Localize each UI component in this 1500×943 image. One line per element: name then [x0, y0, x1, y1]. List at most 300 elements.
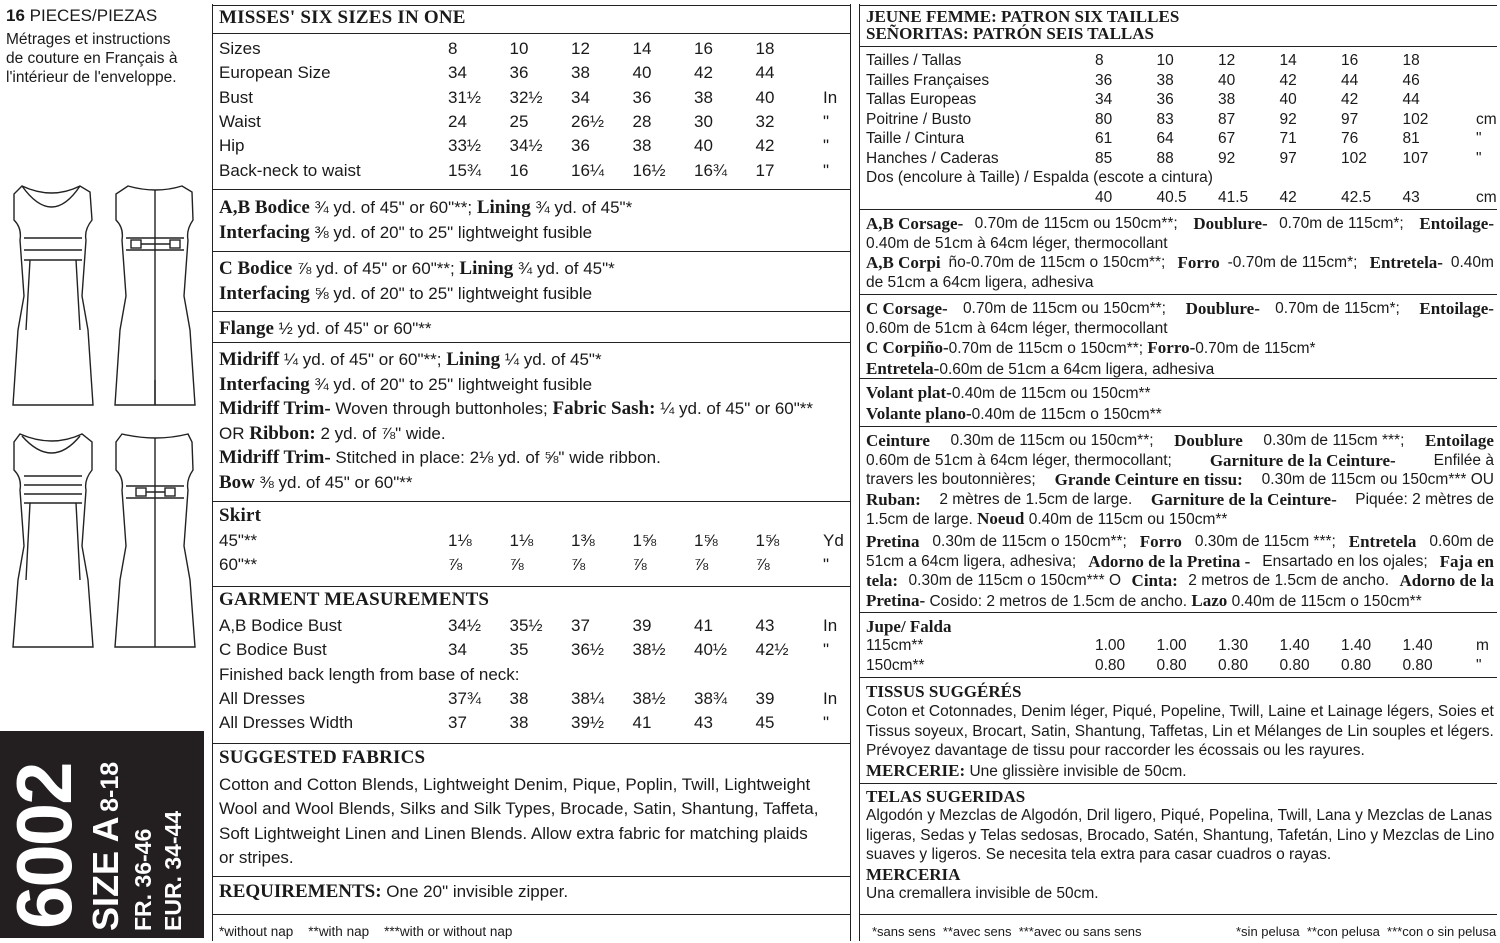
bold-label: Pretina-: [866, 590, 926, 610]
unit-label: ": [823, 713, 830, 733]
ab-bodice-requirements: [219, 195, 632, 245]
size-value: 0.80: [1095, 656, 1126, 674]
pattern-number: 6002: [0, 763, 88, 929]
tissus-line: Coton et Cotonnades, Denim léger, Piqué, Popeline, Twill, Laine et Lainage légers, Soies et: [866, 703, 1494, 720]
jupe-heading: Jupe/ Falda: [866, 617, 952, 636]
text-run: 2 mètres de 1.5cm de large.: [935, 490, 1137, 508]
tissus-title: TISSUS SUGGÉRÉS: [866, 682, 1022, 701]
fabrics-line: Cotton and Cotton Blends, Lightweight Denim, Pique, Poplin, Twill, Lightweight: [219, 775, 811, 794]
size-value: 26½: [571, 111, 605, 131]
c-interfacing-text: ⅝ yd. of 20" to 25" lightweight fusible: [309, 284, 593, 303]
text-run: 0.30m de 115cm ***;: [1259, 432, 1409, 449]
bow-text: ⅜ yd. of 45" or 60"**: [254, 472, 413, 492]
row-label: Taille / Cintura: [866, 130, 965, 148]
text-line: [866, 404, 1494, 425]
row-label: 115cm**: [866, 637, 924, 654]
tissus-text: [866, 702, 1494, 781]
ab-corsage-block: [866, 214, 1494, 253]
size-value: 40: [632, 63, 652, 83]
size-value: 36: [509, 63, 529, 83]
left-column-divider: [212, 4, 213, 941]
text-run: 0.70m de 115cm*;: [1279, 215, 1409, 232]
size-value: 40: [694, 136, 713, 156]
size-value: 1⅝: [632, 531, 657, 550]
size-value: 85: [1095, 150, 1113, 167]
size-value: 61: [1095, 130, 1113, 148]
row-label: All Dresses: [219, 689, 305, 708]
text-line: [866, 214, 1494, 234]
middle-column-divider-1: [850, 4, 851, 941]
text-run: 0.40m de 115cm o 150cm**: [1227, 592, 1422, 610]
bold-label: Entretela: [1348, 532, 1417, 551]
midriff-trim-stitched-name: Midriff Trim-: [219, 447, 331, 468]
text-line: [866, 451, 1494, 471]
text-run: 0.30m de 115cm o 150cm**;: [928, 533, 1132, 550]
midriff-requirements: [219, 348, 813, 495]
size-value: 35: [509, 640, 529, 660]
bold-label: Ceinture: [866, 431, 930, 450]
c-corpino-block: [866, 338, 1494, 379]
midriff-name: Midriff: [219, 349, 280, 370]
size-value: 0.80: [1156, 656, 1187, 674]
text-run: 0.40m de 51cm à 64cm léger, thermocollant: [866, 234, 1168, 252]
garment-measurements-title: GARMENT MEASUREMENTS: [219, 589, 490, 610]
size-value: 42: [1279, 71, 1297, 89]
bold-label: C Corpiño-: [866, 338, 949, 357]
size-value: 31½: [448, 87, 482, 107]
text-run: 0.30m de 115cm ou 150cm**;: [946, 432, 1158, 449]
size-value: 16¾: [694, 160, 728, 180]
fabrics-line: Soft Lightweight Linen and Linen Blends. Allow extra fabric for matching plaids: [219, 823, 808, 843]
ab-bodice-name: A,B Bodice: [219, 197, 310, 218]
row-label: 150cm**: [866, 656, 925, 674]
french-footnote: *sans sens **avec sens ***avec ou sans sens: [872, 924, 1142, 939]
row-label: Tailles / Tallas: [866, 52, 962, 69]
size-value: 8: [1095, 52, 1104, 69]
flange-requirements: [219, 316, 432, 341]
text-run: 51cm a 64cm ligera, adhesiva;: [866, 552, 1081, 570]
unit-label: ": [823, 136, 830, 156]
size-value: 16: [509, 160, 529, 180]
size-value: 39: [755, 689, 775, 708]
bold-label: Volant plat-: [866, 383, 952, 402]
size-value: 38½: [632, 689, 666, 708]
text-run: 0.70m de 115cm o 150cm**;: [948, 340, 1148, 357]
ribbon-text: 2 yd. of ⅞" wide.: [315, 423, 446, 443]
text-run: 0.40m de 115cm ou 150cm**: [951, 385, 1151, 402]
midriff-interfacing-text: ¾ yd. of 20" to 25" lightweight fusible: [309, 374, 593, 394]
ab-bodice-text: ¾ yd. of 45" or 60"**;: [309, 198, 477, 217]
size-value: 16½: [632, 160, 666, 180]
or-text: OR: [219, 423, 250, 443]
text-line: [866, 470, 1494, 490]
size-value: 46: [1402, 71, 1420, 89]
pretina-block: [866, 532, 1494, 611]
midriff-text: ¼ yd. of 45" or 60"**;: [279, 350, 447, 369]
c-bodice-name: C Bodice: [219, 258, 293, 279]
size-value: 92: [1218, 150, 1236, 167]
unit-label: In: [823, 87, 838, 107]
text-line: [866, 234, 1494, 254]
row-label: C Bodice Bust: [219, 640, 327, 660]
size-value: 41: [632, 713, 652, 733]
size-value: 42.5: [1341, 189, 1372, 206]
size-value: 8: [448, 39, 458, 58]
back-length-label: Finished back length from base of neck:: [219, 665, 520, 684]
size-value: 42½: [755, 640, 789, 660]
row-label: Back-neck to waist: [219, 160, 361, 180]
size-value: 32½: [509, 87, 543, 107]
english-footnote: *without nap **with nap ***with or without nap: [219, 924, 513, 939]
spanish-title: SEÑORITAS: PATRÓN SEIS TALLAS: [866, 24, 1154, 43]
bold-label: Adorno de la Pretina -: [1088, 551, 1255, 571]
text-run: 0.70m de 115cm ou 150cm**;: [974, 215, 1182, 232]
french-note-line: l'intérieur de l'enveloppe.: [6, 69, 177, 86]
midriff-trim-text: Woven through buttonholes;: [330, 399, 553, 418]
unit-label: ": [1476, 130, 1482, 148]
merceria-title: MERCERIA: [866, 864, 961, 884]
bold-label: Forro: [1177, 253, 1220, 272]
size-value: 38½: [632, 640, 666, 660]
size-value: ⅞: [509, 555, 524, 575]
size-value: 40: [755, 87, 775, 107]
text-run: de 51cm a 64cm ligera, adhesiva: [866, 273, 1094, 291]
ab-lining-name: Lining: [476, 197, 531, 218]
text-run: ño-0.70m de 115cm o 150cm**;: [948, 254, 1170, 271]
size-value: 38: [632, 136, 652, 156]
size-value: 1.00: [1156, 637, 1187, 654]
pieces-number: 16: [6, 6, 25, 25]
unit-label: ": [1476, 656, 1482, 674]
text-run: Cosido: 2 metros de 1.5cm de ancho.: [925, 592, 1192, 610]
c-interfacing-name: Interfacing: [219, 283, 310, 304]
bold-label: Entoilage: [1425, 431, 1494, 450]
size-value: 1.00: [1095, 637, 1126, 654]
text-line: [866, 532, 1494, 552]
size-value: 16: [1341, 52, 1359, 69]
size-value: 38: [1156, 71, 1174, 89]
size-value: 39: [632, 616, 652, 635]
text-line: [866, 319, 1494, 339]
text-run: 2 metros de 1.5cm de ancho.: [1183, 572, 1394, 590]
size-value: 39½: [571, 713, 605, 733]
text-run: travers les boutonnières;: [866, 471, 1041, 489]
size-value: 107: [1402, 150, 1429, 167]
size-value: 37¾: [448, 689, 482, 708]
english-title: MISSES' SIX SIZES IN ONE: [219, 7, 466, 28]
text-line: [866, 253, 1494, 273]
volant-block: [866, 383, 1494, 424]
size-value: 24: [448, 111, 467, 131]
dress-front-illustration: [13, 186, 93, 405]
size-value: 37: [571, 616, 590, 635]
text-line: [866, 552, 1494, 572]
bold-label: Forro-: [1147, 338, 1196, 357]
size-value: 34½: [448, 616, 482, 635]
unit-label: Yd: [823, 531, 844, 550]
skirt-heading: Skirt: [219, 505, 262, 526]
text-line: [866, 273, 1494, 293]
suggested-fabrics-text: [219, 773, 818, 870]
ab-interfacing-name: Interfacing: [219, 222, 310, 243]
text-line: [866, 338, 1494, 359]
size-value: 38: [571, 63, 590, 83]
size-value: 1.40: [1341, 637, 1372, 654]
size-value: 38: [509, 713, 529, 733]
size-value: 36½: [571, 640, 605, 660]
row-label: Tailles Françaises: [866, 71, 990, 89]
bold-label: Forro: [1139, 532, 1182, 551]
suggested-fabrics-title: SUGGESTED FABRICS: [219, 747, 426, 768]
midriff-lining-name: Lining: [446, 349, 501, 370]
size-value: 16¼: [571, 160, 605, 180]
size-value: 41: [694, 616, 713, 635]
size-value: 34: [571, 87, 590, 107]
bold-label: Garniture de la Ceinture-: [1150, 489, 1337, 509]
size-value: 67: [1218, 130, 1236, 148]
row-label: European Size: [219, 63, 331, 83]
size-value: 28: [632, 111, 652, 131]
size-value: 43: [1402, 189, 1420, 206]
size-value: 42: [694, 63, 713, 83]
size-value: ⅞: [694, 555, 709, 575]
row-label: All Dresses Width: [219, 713, 354, 733]
size-range: 8-18: [96, 761, 124, 812]
text-line: [866, 591, 1494, 612]
bold-label: Ruban:: [866, 489, 921, 509]
unit-label: ": [823, 111, 830, 131]
text-run: 0.40m de 115cm o 150cm**: [971, 405, 1162, 423]
c-bodice-text: ⅞ yd. of 45" or 60"**;: [292, 259, 460, 278]
size-value: 97: [1279, 150, 1297, 167]
bold-label: Entoilage-: [1419, 214, 1494, 233]
size-value: 36: [571, 136, 590, 156]
size-value: 14: [632, 39, 652, 58]
fabrics-line: or stripes.: [219, 847, 294, 867]
ab-lining-text: ¾ yd. of 45"*: [530, 198, 633, 217]
c-lining-text: ¾ yd. of 45"*: [513, 259, 615, 278]
bold-label: Pretina: [866, 532, 920, 551]
size-value: ⅞: [448, 555, 463, 575]
bold-label: tela:: [866, 571, 899, 591]
text-run: 0.40m: [1450, 254, 1494, 271]
text-run: 0.70m de 115cm*;: [1275, 300, 1405, 317]
size-value: 1.40: [1279, 637, 1310, 654]
bold-label: Noeud: [977, 509, 1025, 529]
size-value: 44: [755, 63, 775, 83]
mercerie-title: MERCERIE:: [866, 760, 966, 780]
midriff-trim-stitched-text: Stitched in place: 2⅛ yd. of ⅝" wide ribbon.: [330, 448, 661, 467]
requirements-title: REQUIREMENTS:: [219, 881, 382, 902]
c-lining-name: Lining: [459, 258, 514, 279]
text-line: [866, 359, 1494, 380]
garment-illustrations: [0, 180, 210, 655]
size-value: 25: [509, 111, 529, 131]
european-size-label: EUR. 34-44: [160, 810, 186, 931]
size-value: 64: [1156, 130, 1174, 148]
telas-title: TELAS SUGERIDAS: [866, 787, 1026, 806]
tissus-line: Prévoyez davantage de tissu pour raccorder les écossais ou les rayures.: [866, 742, 1365, 760]
unit-label: ": [1476, 150, 1482, 167]
size-value: 0.80: [1402, 656, 1433, 674]
flange-text: ½ yd. of 45" or 60"**: [273, 319, 432, 338]
size-value: 38: [509, 689, 529, 708]
size-value: 10: [1156, 52, 1174, 69]
size-value: 81: [1402, 130, 1420, 148]
bold-label: Doublure-: [1185, 299, 1260, 318]
midriff-lining-text: ¼ yd. of 45"*: [500, 350, 602, 369]
spanish-footnote: *sin pelusa **con pelusa ***con o sin pelusa: [1236, 924, 1497, 939]
size-value: 1⅜: [571, 531, 595, 550]
size-label: SIZE A: [85, 816, 126, 931]
flange-name: Flange: [219, 318, 274, 339]
size-value: 41.5: [1218, 189, 1249, 206]
size-value: 87: [1218, 110, 1236, 128]
ribbon-name: Ribbon:: [249, 422, 316, 444]
text-run: 0.60m de: [1425, 533, 1494, 550]
size-value: 14: [1279, 52, 1297, 69]
unit-label: cm: [1476, 110, 1497, 128]
size-value: 33½: [448, 136, 482, 156]
bold-label: A,B Corpi: [866, 253, 941, 272]
size-value: 37: [448, 713, 467, 733]
bold-label: Doublure-: [1193, 214, 1268, 233]
telas-line: suaves y ligeros. Se necesita tela extra para casar cuadros o rayas.: [866, 846, 1332, 864]
size-value: 12: [1218, 52, 1236, 69]
bold-label: Faja en: [1439, 551, 1494, 571]
text-run: Piquée: 2 mètres de: [1350, 490, 1494, 508]
text-line: [866, 509, 1494, 530]
size-value: 15¾: [448, 160, 482, 180]
size-value: 32: [755, 111, 775, 131]
c-bodice-requirements: [219, 256, 615, 306]
size-value: 42: [1341, 91, 1359, 109]
bow-name: Bow: [219, 471, 255, 493]
fabric-sash-text: ¼ yd. of 45" or 60"**: [655, 399, 814, 418]
size-value: 92: [1279, 110, 1297, 128]
text-line: [866, 299, 1494, 319]
ab-corpino-block: [866, 253, 1494, 292]
size-value: 36: [632, 87, 652, 107]
size-value: 34: [448, 63, 467, 83]
size-value: 18: [755, 39, 775, 58]
size-value: 38: [694, 87, 713, 107]
fabric-sash-name: Fabric Sash:: [552, 398, 656, 419]
size-value: 1⅛: [509, 531, 534, 550]
size-value: 40: [1218, 71, 1236, 89]
row-label: 60"**: [219, 555, 258, 575]
telas-text: [866, 806, 1494, 904]
bold-label: Lazo: [1191, 590, 1228, 610]
size-value: 40.5: [1156, 189, 1187, 206]
size-value: 97: [1341, 110, 1359, 128]
row-label: Hip: [219, 136, 245, 156]
text-run: 0.30m de 115cm o 150cm*** O: [904, 572, 1126, 590]
row-label: A,B Bodice Bust: [219, 616, 342, 635]
size-value: 34: [1095, 91, 1113, 109]
size-value: ⅞: [632, 555, 647, 575]
size-value: 88: [1156, 150, 1174, 167]
size-value: 0.80: [1218, 656, 1249, 674]
size-value: 80: [1095, 110, 1113, 128]
size-value: 1⅝: [755, 531, 780, 550]
telas-line: ligeras, Sedas y Telas sedosas, Brocado, Satén, Shantung, Tafetán, Lino y Mezclas de Lino: [866, 826, 1495, 844]
size-value: 42: [755, 136, 775, 156]
size-value: 40: [1095, 189, 1113, 206]
size-value: 1.30: [1218, 637, 1249, 654]
size-value: 71: [1279, 130, 1297, 148]
bold-label: Cinta:: [1131, 571, 1178, 591]
size-value: 43: [694, 713, 713, 733]
size-value: 0.80: [1279, 656, 1310, 674]
pattern-size-tab: [0, 731, 204, 938]
size-label-row: [85, 761, 132, 931]
size-value: 40: [1279, 91, 1297, 109]
size-value: 36: [1095, 71, 1113, 89]
size-value: 76: [1341, 130, 1359, 148]
bold-label: Entretela-: [1369, 253, 1443, 272]
merceria-text: Una cremallera invisible de 50cm.: [866, 885, 1099, 903]
unit-label: ": [823, 640, 830, 660]
bold-label: C Corsage-: [866, 299, 948, 318]
unit-label: m: [1476, 637, 1489, 654]
text-run: 0.60m de 51cm à 64cm léger, thermocollant: [866, 319, 1168, 337]
size-value: 12: [571, 39, 590, 58]
bold-label: Doublure: [1174, 431, 1243, 450]
french-instructions-note: [6, 30, 177, 87]
size-value: 0.80: [1341, 656, 1372, 674]
text-line: [866, 490, 1494, 510]
ceinture-block: [866, 431, 1494, 530]
row-label: Bust: [219, 87, 254, 107]
mercerie-text: Une glissière invisible de 50cm.: [965, 762, 1187, 780]
unit-label: ": [823, 160, 830, 180]
dress-front-illustration-c: [13, 434, 93, 647]
row-label: Sizes: [219, 39, 261, 58]
bold-label: Volante plano-: [866, 403, 972, 423]
french-note-line: Métrages et instructions: [6, 31, 171, 48]
size-value: 1⅛: [448, 531, 472, 550]
unit-label: ": [823, 555, 830, 575]
bold-label: Adorno de la: [1399, 571, 1494, 591]
bold-label: Entretela-: [866, 358, 940, 378]
size-value: 38¾: [694, 689, 728, 708]
size-value: 36: [1156, 91, 1174, 109]
midriff-interfacing-name: Interfacing: [219, 373, 310, 395]
size-value: 102: [1341, 150, 1367, 167]
french-note-line: de couture en Français à: [6, 50, 178, 67]
size-value: 1⅝: [694, 531, 718, 550]
size-value: 44: [1402, 91, 1420, 109]
size-value: 17: [755, 160, 775, 180]
pieces-count: [6, 6, 157, 26]
row-label: Waist: [219, 111, 261, 131]
dress-back-illustration-c: [115, 434, 195, 647]
text-run: 0.40m de 115cm ou 150cm**: [1024, 511, 1228, 529]
size-value: 34: [448, 640, 467, 660]
requirements-line: [219, 880, 568, 904]
size-value: 18: [1402, 52, 1420, 69]
row-label: Poitrine / Busto: [866, 110, 972, 128]
text-run: 0.70m de 115cm ou 150cm**;: [962, 300, 1171, 317]
text-line: [866, 431, 1494, 451]
middle-column-divider-2: [859, 4, 860, 941]
text-run: 0.60m de 51cm à 64cm léger, thermocollant;: [866, 451, 1177, 469]
size-value: 45: [755, 713, 775, 733]
size-value: ⅞: [755, 555, 770, 575]
size-value: 44: [1341, 71, 1359, 89]
bold-label: Entoilage-: [1419, 299, 1494, 318]
